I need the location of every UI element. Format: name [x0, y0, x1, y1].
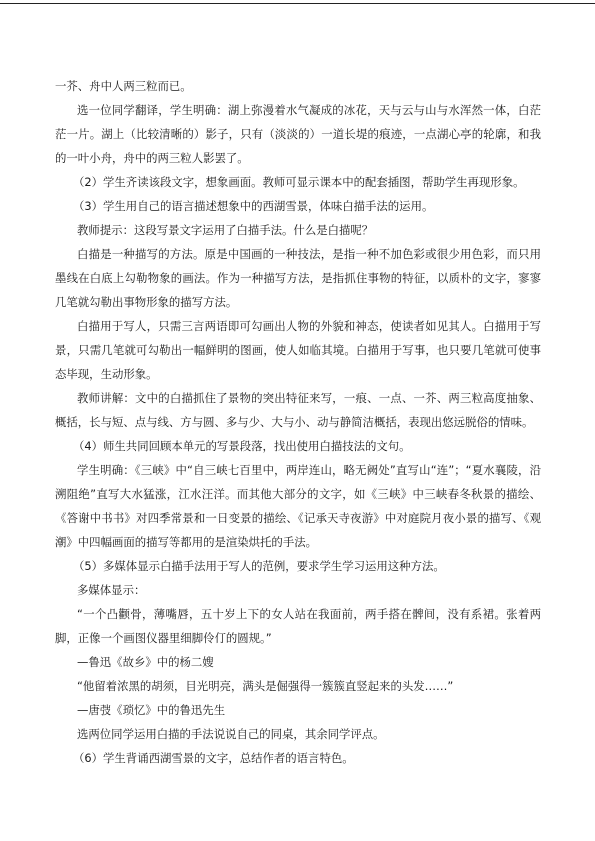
citation: —唐弢《琐忆》中的鲁迅先生: [77, 703, 226, 717]
quotation: “他留着浓黑的胡须，目光明亮，满头是倔强得一簇簇直竖起来的头发……”: [77, 679, 454, 693]
document-body: [55, 74, 541, 770]
paragraph: 多媒体显示：: [77, 583, 146, 597]
paragraph: （6）学生背诵西湖雪景的文字，总结作者的语言特色。: [73, 751, 354, 765]
paragraph: 教师讲解：文中的白描抓住了景物的突出特征来写，一痕、一点、一芥、两三粒高度抽象、概括，长与短、点与线、方与圆、多与少、大与小、动与静简洁概括，表现出悠远脱俗的情味。: [55, 391, 541, 429]
citation: —鲁迅《故乡》中的杨二嫂: [77, 655, 214, 669]
paragraph: 白描是一种描写的方法。原是中国画的一种技法，是指一种不加色彩或很少用色彩，而只用墨线在白底上勾勒物象的画法。作为一种描写方法，是指抓住事物的特征，以质朴的文字，寥寥几笔就勾勒出事物形象的描写方法。: [55, 247, 541, 309]
paragraph: 教师提示：这段写景文字运用了白描手法。什么是白描呢？: [77, 223, 374, 237]
paragraph: 白描用于写人，只需三言两语即可勾画出人物的外貌和神态，使读者如见其人。白描用于写景，只需几笔就可勾勒出一幅鲜明的图画，使人如临其境。白描用于写事，也只要几笔就可使事态毕现，生动形象。: [55, 319, 541, 381]
paragraph: （3）学生用自己的语言描述想象中的西湖雪景，体味白描手法的运用。: [73, 199, 434, 213]
paragraph: （5）多媒体显示白描手法用于写人的范例，要求学生学习运用这种方法。: [73, 559, 445, 573]
paragraph: 一芥、舟中人两三粒而已。: [55, 79, 192, 93]
paragraph: （2）学生齐读该段文字，想象画面。教师可显示课本中的配套插图，帮助学生再现形象。: [73, 175, 525, 189]
paragraph: 选两位同学运用白描的手法说说自己的同桌，其余同学评点。: [77, 727, 385, 741]
quotation: “一个凸颧骨，薄嘴唇，五十岁上下的女人站在我面前，两手搭在髀间，没有系裙。张着两脚，正像一个画图仪器里细脚伶仃的圆规。”: [55, 607, 541, 645]
header-rule: [0, 3, 595, 4]
paragraph: （4）师生共同回顾本单元的写景段落，找出使用白描技法的文句。: [73, 439, 411, 453]
paragraph: 学生明确：《三峡》中“自三峡七百里中，两岸连山，略无阙处”直写山“连”；“夏水襄陵，沿溯阻绝”直写大水猛涨，江水汪洋。而其他大部分的文字，如《三峡》中三峡春冬秋景的描绘、《答谢中书书》对四季常景和一日变景的描绘、《记承天寺夜游》中对庭院月夜小景的描写、《观潮》中四幅画面的描写等都用的是渲染烘托的手法。: [55, 463, 541, 549]
paragraph: 选一位同学翻译，学生明确：湖上弥漫着水气凝成的冰花，天与云与山与水浑然一体，白茫茫一片。湖上（比较清晰的）影子，只有（淡淡的）一道长堤的痕迹，一点湖心亭的轮廓，和我的一叶小舟，舟中的两三粒人影罢了。: [55, 103, 541, 165]
